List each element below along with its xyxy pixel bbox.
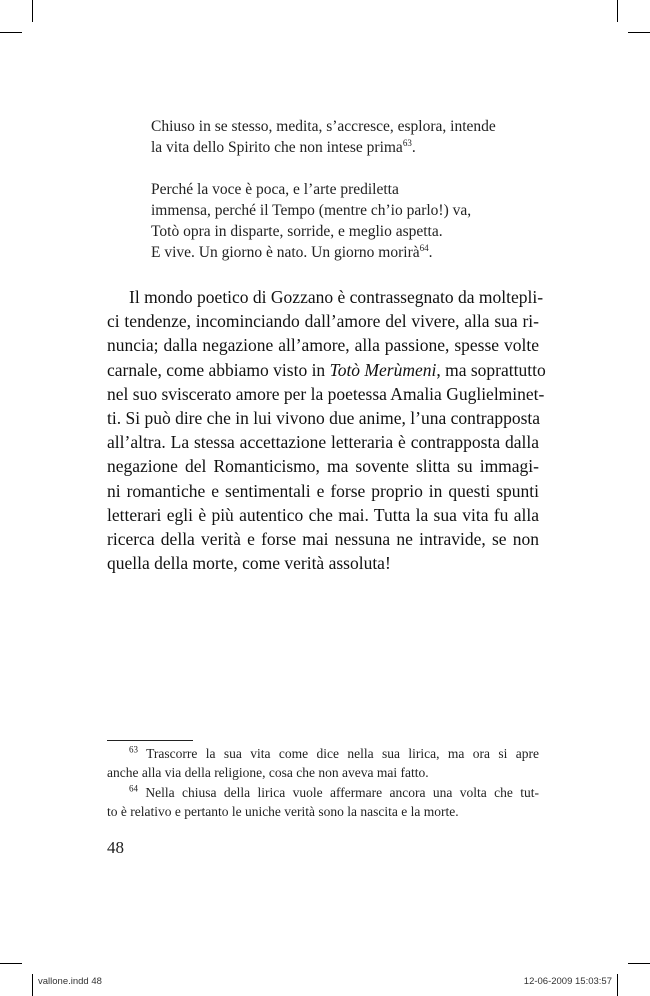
paragraph-line: negazione del Romanticismo, ma sovente slitta su immagi- <box>107 456 539 477</box>
work-title-italic: Totò Merùmeni <box>329 359 437 380</box>
verse-stanza-1 <box>151 116 496 158</box>
crop-mark <box>32 974 33 996</box>
footnote-number: 63 <box>129 744 138 755</box>
page-number: 48 <box>107 838 124 857</box>
paragraph-line: letterari egli è più autentico che mai. Tutta la sua vita fu alla <box>107 504 539 525</box>
footnote-line: $^{64}$ Nella chiusa della lirica vuole affermare ancora una volta che tut- <box>129 783 539 800</box>
footnote-ref-63[interactable]: 63 <box>402 137 412 148</box>
verse-line: immensa, perché il Tempo (mentre ch’io parlo!) va, <box>151 202 472 219</box>
crop-mark <box>628 32 650 33</box>
paragraph-line: nuncia; dalla negazione all’amore, alla passione, spesse volte <box>107 335 539 356</box>
paragraph-line: nel suo sviscerato amore per la poetessa Amalia Guglielminet- <box>107 383 545 404</box>
footnote-line: anche alla via della religione, cosa che non aveva mai fatto. <box>107 765 429 780</box>
verse-line: Perché la voce è poca, e l’arte prediletta <box>151 181 399 198</box>
footnote-line: to è relativo e pertanto le uniche verità sono la nascita e la morte. <box>107 804 459 819</box>
verse-stanza-2 <box>151 179 471 263</box>
crop-mark <box>628 963 650 964</box>
crop-mark <box>617 974 618 996</box>
paragraph-line: ni romantiche e sentimentali e forse proprio in questi spunti <box>107 480 539 501</box>
crop-mark <box>32 0 33 22</box>
footnote-line: $^{63}$ Trascorre la sua vita come dice nella sua lirica, ma ora si apre <box>129 744 539 761</box>
paragraph-line: quella della morte, come verità assoluta! <box>107 553 391 574</box>
paragraph-line: Il mondo poetico di Gozzano è contrassegnato da moltepli- <box>129 287 544 307</box>
footnote-separator <box>107 740 193 741</box>
paragraph-line: ricerca della verità e forse mai nessuna ne intravide, se non <box>107 529 539 550</box>
body-paragraph <box>107 285 546 575</box>
slug-timestamp: 12-06-2009 15:03:57 <box>523 976 612 987</box>
verse-line: E vive. Un giorno è nato. Un giorno morirà$^{64}$. <box>151 242 433 261</box>
paragraph-line: ci tendenze, incominciando dall’amore del vivere, alla sua ri- <box>107 311 539 332</box>
paragraph-line: all’altra. La stessa accettazione letteraria è contrapposta dalla <box>107 432 539 453</box>
verse-line: Totò opra in disparte, sorride, e meglio aspetta. <box>151 223 443 240</box>
footnote-ref-64[interactable]: 64 <box>419 242 429 253</box>
paragraph-line: ti. Si può dire che in lui vivono due anime, l’una contrapposta <box>107 408 541 429</box>
verse-line: la vita dello Spirito che non intese prima$^{63}$. <box>151 137 416 156</box>
crop-mark <box>0 963 22 964</box>
paragraph-line: carnale, come abbiamo visto in Totò Merùmeni, ma soprattutto <box>107 359 546 380</box>
footnote-number: 64 <box>129 783 138 794</box>
verse-line: Chiuso in se stesso, medita, s’accresce, esplora, intende <box>151 118 496 135</box>
footnote-63 <box>107 744 539 782</box>
slug-filename: vallone.indd 48 <box>38 976 102 987</box>
crop-mark <box>617 0 618 22</box>
footnote-64 <box>107 783 539 821</box>
crop-mark <box>0 32 22 33</box>
